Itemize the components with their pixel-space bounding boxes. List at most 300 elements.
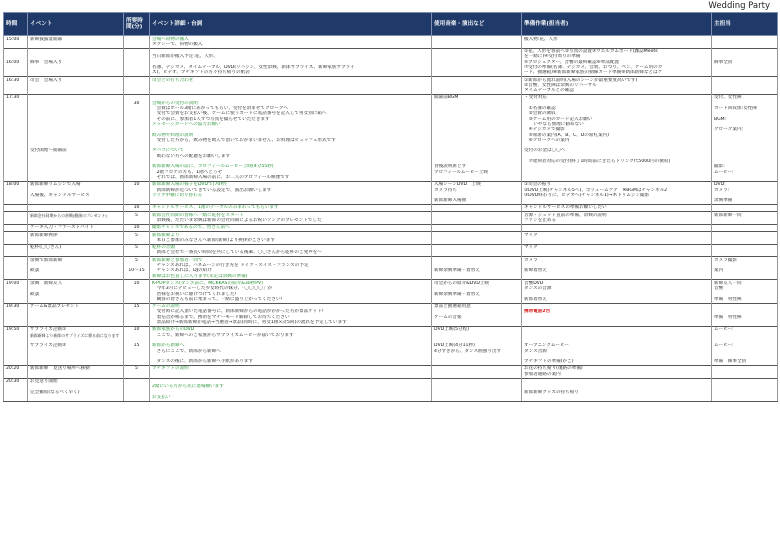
- table-row: [4, 378, 778, 401]
- time-cell: [4, 365, 28, 378]
- cell-line: 飾事 会場入り: [30, 59, 63, 65]
- cell-line: 音源・ジュット直前の準備、余興の説明: [524, 212, 607, 218]
- cell-line: マイク: [524, 245, 538, 251]
- prep-cell: [522, 48, 712, 76]
- owner-cell: [712, 326, 778, 365]
- owner-cell: [712, 224, 778, 231]
- cell-line: 受付、女性陣: [714, 95, 742, 101]
- owner-cell: [712, 232, 778, 245]
- music-cell: [432, 303, 522, 326]
- cell-line: お見送り開始: [30, 379, 58, 385]
- cell-line: ムービー:: [714, 343, 734, 349]
- music-cell: [432, 204, 522, 211]
- cell-line: 吸わない方への配慮をお願いします: [152, 153, 231, 159]
- detail-cell: [150, 204, 432, 211]
- cell-line: お花の持ち帰り(復路の準備): [524, 366, 583, 372]
- cell-line: 着信音が鳴るまで、携帯をマナーモード解除してお待ちください: [152, 314, 290, 320]
- detail-cell: [150, 257, 432, 280]
- cell-line: 開幕前BGM: [434, 95, 459, 101]
- cell-line: 新婦余興準備・着替え: [434, 291, 480, 297]
- cell-line: 歓談: [30, 268, 40, 274]
- cell-line: ①新郎から流れ説明(入場のシーンが最重要度高いです): [524, 77, 638, 83]
- table-row: [4, 94, 778, 181]
- cell-line: 入場シーンDVD 上映: [434, 182, 481, 188]
- cell-line: カメラ撮影: [714, 257, 737, 263]
- music-cell: [432, 257, 522, 280]
- cell-line: ⑥クロークへの案内: [524, 137, 570, 143]
- cell-line: 18:00: [6, 182, 20, 188]
- event-cell: [28, 244, 124, 257]
- cell-line: マイク: [524, 232, 538, 238]
- prep-cell: [522, 36, 712, 49]
- cell-line: 携帯電話2台: [524, 309, 551, 315]
- cell-line: タバコについて: [152, 148, 185, 154]
- cell-line: さらにここで、新郎から新婦へ: [152, 348, 221, 354]
- cell-line: オープニングムービー: [524, 343, 569, 349]
- cell-line: ゲームの音楽: [434, 314, 462, 320]
- event-cell: [28, 94, 124, 181]
- cell-line: 新郎家族からのDVD: [152, 327, 195, 333]
- cell-line: 新郎新婦が近づいてきている設定で、演出お願いします: [152, 187, 272, 193]
- table-row: [4, 48, 778, 76]
- cell-line: 10: [133, 327, 140, 333]
- owner-cell: [712, 77, 778, 95]
- owner-cell: [712, 94, 778, 181]
- cell-line: 新郎新婦入場の様子をDVDで(70秒): [152, 182, 227, 188]
- music-cell: [432, 326, 522, 365]
- header-music: 使用音楽・演出など: [432, 13, 522, 36]
- table-row: [4, 280, 778, 303]
- cell-line: プロフィールムービー上映: [434, 169, 489, 175]
- cell-line: 5: [135, 257, 138, 263]
- cell-line: 司会からの紹介&DVD上映: [434, 280, 490, 286]
- cell-line: 16:00: [6, 59, 20, 65]
- cell-line: 新婦はお色直しに入ります(未定は余興の準備): [152, 273, 248, 279]
- cell-line: 準備 男性陣: [714, 296, 742, 302]
- duration-cell: [124, 48, 150, 76]
- duration-cell: [124, 181, 150, 204]
- prep-cell: [522, 204, 712, 211]
- cell-line: ゲーム&景品プレゼント: [30, 304, 80, 310]
- owner-cell: [712, 48, 778, 76]
- cell-line: ゲームの説明: [152, 304, 180, 310]
- cell-line: 5: [135, 232, 138, 238]
- cell-line: タクシーで、荷物の搬入: [152, 41, 203, 47]
- prep-cell: [522, 326, 712, 365]
- cell-line: 10: [133, 205, 140, 211]
- cell-line: 乾杯の音頭: [152, 245, 175, 251]
- music-cell: [432, 212, 522, 225]
- cell-line: 20:20: [6, 366, 20, 372]
- time-cell: [4, 204, 28, 211]
- cell-line: メッセージカードへの協力お願い: [152, 121, 221, 127]
- cell-line: 食後説明席とす: [434, 164, 467, 170]
- event-cell: [28, 181, 124, 204]
- cell-line: 新郎新婦と参加者一同で: [152, 257, 203, 263]
- cell-line: [6, 245, 25, 250]
- table-row: [4, 36, 778, 49]
- cell-line: 完全撤収(なるべく早く): [30, 389, 80, 395]
- detail-cell: [150, 244, 432, 257]
- table-row: [4, 181, 778, 204]
- duration-cell: [124, 280, 150, 303]
- detail-cell: [150, 224, 432, 231]
- cell-line: キャンドルサービスの準備お願いしたい: [524, 205, 607, 211]
- music-cell: [432, 365, 522, 378]
- cell-line: 新婦披露宴開幕: [30, 36, 63, 42]
- duration-cell: [124, 77, 150, 95]
- music-cell: [432, 244, 522, 257]
- cell-line: 搬入物:花、人形: [524, 36, 558, 42]
- detail-cell: [150, 280, 432, 303]
- cell-line: それでは、新郎新婦入場の前に、お二人のプロフィール映像です: [152, 174, 290, 180]
- detail-cell: [150, 378, 432, 401]
- duration-cell: [124, 94, 150, 181]
- time-cell: [4, 326, 28, 365]
- prep-cell: [522, 77, 712, 95]
- cell-line: チャンスあれば、DJの紹介: [152, 268, 212, 274]
- prep-cell: [522, 212, 712, 225]
- detail-cell: [150, 365, 432, 378]
- cell-line: 景品紹介→新郎新婦が電話→当選者→景品(同時に、男女1組×計5回)の流れを予定しています: [152, 320, 347, 326]
- duration-cell: [124, 365, 150, 378]
- cell-line: [6, 225, 25, 230]
- cell-line: 撮影:: [714, 164, 725, 170]
- cell-line: ・受付対応: [524, 95, 547, 101]
- cell-line: カメラ:: [714, 187, 730, 193]
- table-row: [4, 326, 778, 365]
- prep-cell: [522, 303, 712, 326]
- table-row: [4, 224, 778, 231]
- cell-line: ③DVD終わりに、ビデオへ(チャンネル1)→木下リムジン撮影: [524, 192, 650, 198]
- event-cell: [28, 77, 124, 95]
- cell-line: プチギフトの説明: [152, 366, 189, 372]
- duration-cell: [124, 212, 150, 225]
- cell-line: 受付時に記入頂いた電話番号に、新郎新婦からの電話がかかった方が景品ゲット!: [152, 309, 324, 315]
- cell-line: 19:30: [6, 304, 20, 310]
- prep-cell: [522, 280, 712, 303]
- cell-line: 16:30: [6, 77, 20, 83]
- table-row: [4, 232, 778, 245]
- cell-line: タイムテーブルとの確認: [524, 88, 574, 94]
- cell-line: 新郎新婦挨拶: [30, 232, 58, 238]
- cell-line: ムービー:: [714, 169, 734, 175]
- cell-line: [6, 258, 25, 263]
- cell-line: ダンスの音源: [524, 286, 552, 292]
- time-cell: [4, 212, 28, 225]
- cell-line: K-POPダンス(ダンス前に、MCKKASの紹介&30秒PV): [152, 280, 263, 286]
- music-cell: [432, 280, 522, 303]
- cell-line: 17:30: [6, 95, 20, 101]
- cell-line: 入場後、キャンドルサービス: [30, 192, 90, 198]
- cell-line: [6, 395, 25, 400]
- cell-line: ①名簿の確認: [524, 106, 556, 112]
- cell-line: 新婦友人一同: [714, 280, 742, 286]
- cell-line: 準備 飾事全員: [714, 359, 747, 365]
- detail-cell: [150, 326, 432, 365]
- event-cell: [28, 36, 124, 49]
- prep-cell: [522, 181, 712, 204]
- cell-line: ⑦受付の準備(名簿、デジカメ、会費、おつり、ペン、ゲーム用のカ: [524, 64, 663, 70]
- cell-line: 新郎新婦 見送り場所へ移動: [30, 366, 90, 372]
- cell-line: チャンスあれば、ハネムーンの行き先を ドイツ・スイス・フランスの予定: [152, 263, 309, 269]
- cell-line: 名簿、デジカメ、タイムテーブル、DVD(リハジン、女性余興、新郎サプライズ、新婦家族サプライ: [152, 64, 355, 70]
- prep-cell: [522, 94, 712, 181]
- header-event: イベント: [28, 13, 124, 36]
- detail-cell: [150, 303, 432, 326]
- event-cell: [28, 212, 124, 225]
- cell-line: カメラ: [524, 257, 538, 263]
- music-cell: [432, 36, 522, 49]
- detail-cell: [150, 48, 432, 76]
- cell-line: 新郎新婦より新郎のサプライズに移る前になります: [30, 332, 120, 338]
- header-owner: 主担当: [712, 13, 778, 36]
- cell-line: 余興準備: [714, 198, 733, 204]
- time-cell: [4, 36, 28, 49]
- cell-line: ①花、人形を客前へ②写真の設置③ウエルカムボード(雑誌Meets: [524, 49, 658, 55]
- event-cell: [28, 48, 124, 76]
- duration-cell: [124, 232, 150, 245]
- cell-line: 30: [133, 100, 140, 106]
- cell-line: 歓談: [30, 291, 40, 297]
- duration-cell: [124, 36, 150, 49]
- cell-line: 音響: [714, 286, 724, 292]
- cell-line: 乾杯(〇〇さん): [30, 245, 62, 251]
- cell-line: ⑦遅刻者対応の受付(終了1時間前にきたらドリンク代5000円の徴収): [524, 159, 671, 165]
- detail-cell: [150, 232, 432, 245]
- music-cell: [432, 181, 522, 204]
- cell-line: ライブ中継に切り替わる: [152, 192, 203, 198]
- cell-line: 新郎着替え: [524, 296, 547, 302]
- cell-line: いやなら無理に勧めない: [524, 121, 584, 127]
- cell-line: カード回収係:女性陣: [714, 106, 757, 112]
- cell-line: 10〜15: [128, 268, 145, 274]
- cell-line: 10: [133, 280, 140, 286]
- cell-line: [6, 205, 25, 210]
- cell-line: ード、抽選箱)⑧新郎新婦家族の動線カード準備⑨新郎新婦などはケ: [524, 70, 663, 76]
- time-cell: [4, 224, 28, 231]
- cell-line: [6, 233, 25, 238]
- cell-line: カメラ待ち: [434, 187, 457, 193]
- timetable-body: [4, 36, 778, 402]
- cell-line: 会場へ荷物の搬入: [152, 36, 189, 42]
- header-time: 時間: [4, 13, 28, 36]
- cell-line: 新郎から新婦へ: [152, 343, 185, 349]
- cell-line: サプライズ企画②: [30, 343, 67, 349]
- cell-line: 準備 男性陣: [714, 314, 742, 320]
- duration-cell: [124, 224, 150, 231]
- duration-cell: [124, 257, 150, 280]
- cell-line: 音響DVD: [524, 280, 544, 286]
- cell-line: 新郎会社同期の皆様へ一緒に乾杯をスタート: [152, 212, 244, 218]
- cell-line: 新郎新婦より: [152, 232, 180, 238]
- time-cell: [4, 94, 28, 181]
- cell-line: ⑤席席の案内(A、B、C、Dの席札案内): [524, 132, 610, 138]
- table-row: [4, 303, 778, 326]
- event-cell: [28, 257, 124, 280]
- music-cell: [432, 378, 522, 401]
- prep-cell: [522, 257, 712, 280]
- table-row: [4, 77, 778, 95]
- duration-cell: [124, 326, 150, 365]
- music-cell: [432, 224, 522, 231]
- cell-line: 飲み物や料理の説明: [152, 132, 194, 138]
- cell-line: DVD上映(4分11秒): [434, 343, 475, 349]
- cell-line: 本日ご参加のみなさんへ新郎(新婦)より挨拶がございます: [152, 237, 275, 243]
- cell-line: 皆様をお祝いに駆けつけてくれました!: [152, 291, 237, 297]
- cell-line: 15:00: [6, 36, 20, 42]
- duration-cell: [124, 378, 150, 401]
- header-prep: 準備作業(担当者): [522, 13, 712, 36]
- time-cell: [4, 257, 28, 280]
- detail-cell: [150, 212, 432, 225]
- music-cell: [432, 77, 522, 95]
- cell-line: DVD:: [714, 182, 726, 188]
- cell-line: BGM:: [714, 116, 727, 122]
- music-cell: [432, 48, 522, 76]
- prep-cell: [522, 224, 712, 231]
- cell-line: 新郎会社同期からの余興(動画のプレゼント): [30, 212, 107, 218]
- cell-line: 新郎新婦一同: [714, 212, 742, 218]
- owner-cell: [712, 212, 778, 225]
- cell-line: ズ)、ビデオ、プチギフトの方々持ち帰りの紙袋: [152, 70, 250, 76]
- event-cell: [28, 326, 124, 365]
- cell-line: キャンドルサービス、1階のテーブルのみまわってもらいます: [152, 205, 279, 211]
- owner-cell: [712, 257, 778, 280]
- cell-line: ダンスの後に、新郎から新婦へ手紙があります: [152, 359, 253, 365]
- cell-line: 撮影チャンスであるので、皆さん前へ: [152, 225, 230, 231]
- owner-cell: [712, 204, 778, 211]
- table-row: [4, 204, 778, 211]
- cell-line: 受付開始〜開幕前: [30, 148, 67, 154]
- cell-line: 会場からの受付の説明: [152, 100, 198, 106]
- cell-line: 新婦着替え: [524, 268, 547, 274]
- music-cell: [432, 232, 522, 245]
- event-cell: [28, 280, 124, 303]
- cell-line: 5: [135, 245, 138, 251]
- cell-line: 新郎新婦入場の前に、プロフィールムービー上映(4分55秒): [152, 164, 274, 170]
- owner-cell: [712, 244, 778, 257]
- time-cell: [4, 303, 28, 326]
- owner-cell: [712, 378, 778, 401]
- time-cell: [4, 77, 28, 95]
- table-row: [4, 365, 778, 378]
- cell-line: 15: [133, 343, 140, 349]
- prep-cell: [522, 232, 712, 245]
- cell-line: 10: [133, 182, 140, 188]
- cell-line: 司会 会場入り: [30, 77, 63, 83]
- cell-line: ②DVD上映(チャンネル5へ)、ボリュームケア ※BGMはチャンネル2: [524, 187, 668, 193]
- cell-line: ②音響、女性陣は余興のリハーサル: [524, 82, 597, 88]
- cell-line: お支払い: [152, 394, 171, 400]
- cell-line: ケーキ入刀・ファーストバイト: [30, 225, 94, 231]
- cell-line: ①司会の振り: [524, 182, 552, 188]
- cell-line: 今年3月にデビューした少女時代の妹分、「〇〇〇〇」が: [152, 286, 273, 292]
- table-row: [4, 257, 778, 280]
- cell-line: 新郎新婦入場曲: [434, 198, 467, 204]
- duration-cell: [124, 244, 150, 257]
- detail-cell: [150, 94, 432, 181]
- cell-line: ②会費の徴収: [524, 111, 556, 117]
- cell-line: 新婦余興準備・着替え: [434, 268, 480, 274]
- detail-cell: [150, 181, 432, 204]
- cell-line: ⑤プロジェクター、音響の最終確認⑥準品配置: [524, 59, 620, 65]
- cell-line: 新郎新婦リムジンで入場: [30, 182, 81, 188]
- cell-line: ムービー:: [714, 327, 734, 333]
- time-cell: [4, 244, 28, 257]
- cell-line: 案内: [714, 268, 724, 274]
- cell-line: 5: [135, 366, 138, 372]
- cell-line: 19:50: [6, 327, 20, 333]
- header-detail: イベント詳細・台詞: [150, 13, 432, 36]
- time-cell: [4, 48, 28, 76]
- prep-cell: [522, 365, 712, 378]
- owner-cell: [712, 181, 778, 204]
- cell-line: ファンを止める: [524, 218, 557, 223]
- cell-line: ここで、新婦へのご家族からサプライズムービーが届いております: [152, 332, 294, 338]
- event-cell: [28, 232, 124, 245]
- cell-line: 余興後、ただいま余興は新郎の会社同期によるお祝いソングのプレゼントでした: [152, 218, 322, 223]
- duration-cell: [124, 204, 150, 211]
- cell-line: 受付した方から、飲み物を飲んで頂いておかまいません、お料理はビュッフェ形式です: [152, 137, 336, 143]
- cell-line: 2階にいる方から先に退場願います: [152, 384, 224, 390]
- cell-line: 10: [133, 225, 140, 231]
- cell-line: 参加者通路の案内: [524, 371, 561, 377]
- detail-cell: [150, 77, 432, 95]
- owner-cell: [712, 280, 778, 303]
- event-cell: [28, 204, 124, 211]
- time-cell: [4, 181, 28, 204]
- cell-line: 受付で会費をお支払い後、ゲームに使うカードに電話番号を記入して男女別に箱へ: [152, 111, 327, 117]
- cell-line: 飾事全員: [714, 59, 733, 65]
- cell-line: ④デジカメで撮影: [524, 127, 565, 133]
- prep-cell: [522, 378, 712, 401]
- time-cell: [4, 280, 28, 303]
- document-title: Wedding Party: [708, 1, 770, 11]
- cell-line: 2階フロアの方も、1階へどうぞ: [152, 169, 223, 175]
- music-cell: [432, 94, 522, 181]
- cell-line: クローク案内:: [714, 127, 744, 133]
- cell-line: 景品と抽選箱用意: [434, 304, 471, 310]
- table-row: [4, 244, 778, 257]
- cell-line: 4分すぎから、ダンス曲独り出す: [434, 348, 502, 354]
- owner-cell: [712, 36, 778, 49]
- time-cell: [4, 232, 28, 245]
- cell-line: 当日新郎が搬入予定:花、人形、: [152, 54, 218, 60]
- cell-line: [30, 205, 121, 210]
- duration-cell: [124, 303, 150, 326]
- timetable: [3, 12, 778, 402]
- cell-line: 5: [135, 212, 138, 218]
- cell-line: DVD上映(5分程): [434, 327, 470, 333]
- cell-line: 新郎と会社で一番長い時間を共にしている後輩、〇〇さんから乾杯のご発声を〜: [152, 250, 322, 256]
- cell-line: その前に、参加者1人ずつ写真を撮らせていただきます: [152, 116, 270, 122]
- cell-line: を一緒に)④受付周りの準備: [524, 54, 581, 60]
- cell-line: 余興で新郎新婦: [30, 257, 63, 263]
- prep-cell: [522, 244, 712, 257]
- header-duration: 所要時間(分): [124, 13, 150, 36]
- cell-line: プチギフトの準備(かご): [524, 359, 574, 365]
- cell-line: 新郎新婦グッズの持ち帰り: [524, 389, 579, 395]
- cell-line: 余興 新婦友人: [30, 280, 63, 286]
- event-cell: [28, 224, 124, 231]
- cell-line: 会費はホール3階にあがってもらい、受付を済ませてクロークへ: [152, 106, 289, 112]
- cell-line: 司会との打ち合わせ: [152, 77, 194, 83]
- cell-line: 20:30: [6, 379, 20, 385]
- cell-line: 受付のお金は〇〇へ: [524, 148, 566, 154]
- event-cell: [28, 378, 124, 401]
- cell-line: [6, 213, 25, 218]
